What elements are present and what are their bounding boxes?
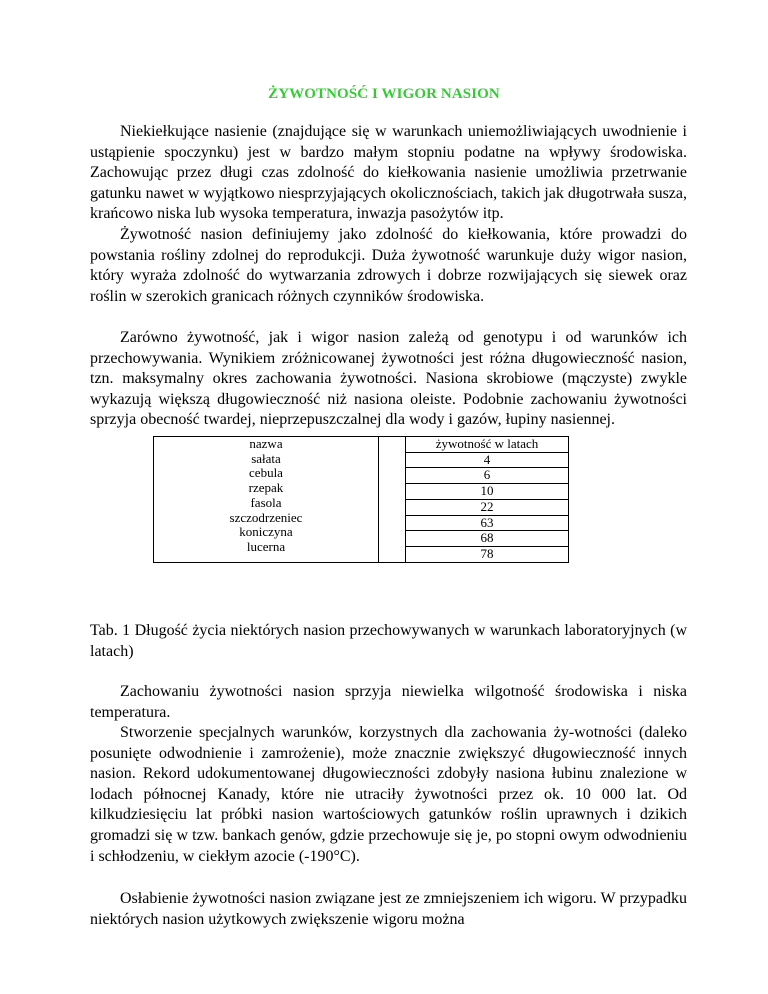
years-subtable [406,437,568,562]
column-header-years: żywotność w latach [406,437,568,452]
table-caption: Tab. 1 Długość życia niektórych nasion przechowywanych w warunkach laboratoryjnych (w latach) [90,622,687,660]
years-cell [406,437,569,563]
table-row [154,437,569,563]
table-cell-name: szczodrzeniec [229,509,303,525]
paragraph-intro: Niekiełkujące nasienie (znajdujące się w warunkach uniemożliwiających uwodnienie i ustąpienie spoczynku) jest w bardzo małym stopniu podatne na wpływy środowiska. Zachowując przez długi czas zdolność do kiełkowania nasienie umożliwia przetrwanie gatunku nawet w wyjątkowo niesprzyjających okolicznościach, takich jak długotrwała susza, krańcowo niska lub wysoka temperatura, inwazja pasożytów itp. [90,123,687,223]
table-cell-name: lucerna [246,538,286,554]
paragraph-longevity-record: Stworzenie specjalnych warunków, korzystnych dla zachowania ży-wotności (daleko posunięte odwodnienie i zamrożenie), może znacznie zwiększyć długowieczność innych nasion. Rekord udokumentowanej długowieczności zdobyły nasiona łubinu znalezione w lodach północnej Kanady, które nie utraciły żywotności przez ok. 10 000 lat. Od kilkudziesięciu lat próbki nasion wartościowych gatunków roślin uprawnych i dzikich gromadzi się w tzw. bankach genów, gdzie przechowuje się je, po stopni owym odwodnieniu i schłodzeniu, w ciekłym azocie (-190°C). [90,724,687,865]
table-cell-years: 22 [406,499,568,515]
column-header-name: nazwa [249,436,283,451]
table-cell-years: 6 [406,468,568,484]
table-cell-name: sałata [251,450,281,466]
table-cell-name: koniczyna [239,524,293,540]
paragraph-vigor: Osłabienie żywotności nasion związane jest ze zmniejszeniem ich wigoru. W przypadku niektórych nasion użytkowych zwiększenie wigoru można [90,890,687,928]
paragraph-genotype: Zarówno żywotność, jak i wigor nasion zależą od genotypu i od warunków ich przechowywania. Wynikiem zróżnicowanej żywotności jest różna długowieczność nasion, tzn. maksymalny okres zachowania żywotności. Nasiona skrobiowe (mączyste) zwykle wykazują większą długowieczność niż nasiona oleiste. Podobnie zachowaniu żywotności sprzyja obecność twardej, nieprzepuszczalnej dla wody i gazów, łupiny nasiennej. [90,329,687,429]
names-cell [154,437,379,563]
table-cell-years: 78 [480,545,494,561]
table-cell-name: fasola [250,494,282,510]
table-cell-years: 63 [406,515,568,531]
document-title: ŻYWOTNOŚĆ I WIGOR NASION [268,86,500,102]
table-spacer-cell [379,437,406,563]
paragraph-humidity: Zachowaniu żywotności nasion sprzyja niewielka wilgotność środowiska i niska temperatura. [90,683,687,721]
paragraph-definition: Żywotność nasion definiujemy jako zdolność do kiełkowania, które prowadzi do powstania rośliny zdolnej do reprodukcji. Duża żywotność warunkuje duży wigor nasion, który wyraża zdolność do wytwarzania zdrowych i dobrze rozwijających się siewek oraz roślin w szerokich granicach różnych czynników środowiska. [90,226,687,305]
table-cell-years: 10 [406,484,568,500]
viability-table [153,436,569,563]
table-cell-years: 68 [406,531,568,547]
table-cell-years: 4 [406,452,568,468]
table-cell-name: cebula [249,465,283,481]
table-cell-name: rzepak [248,480,284,496]
